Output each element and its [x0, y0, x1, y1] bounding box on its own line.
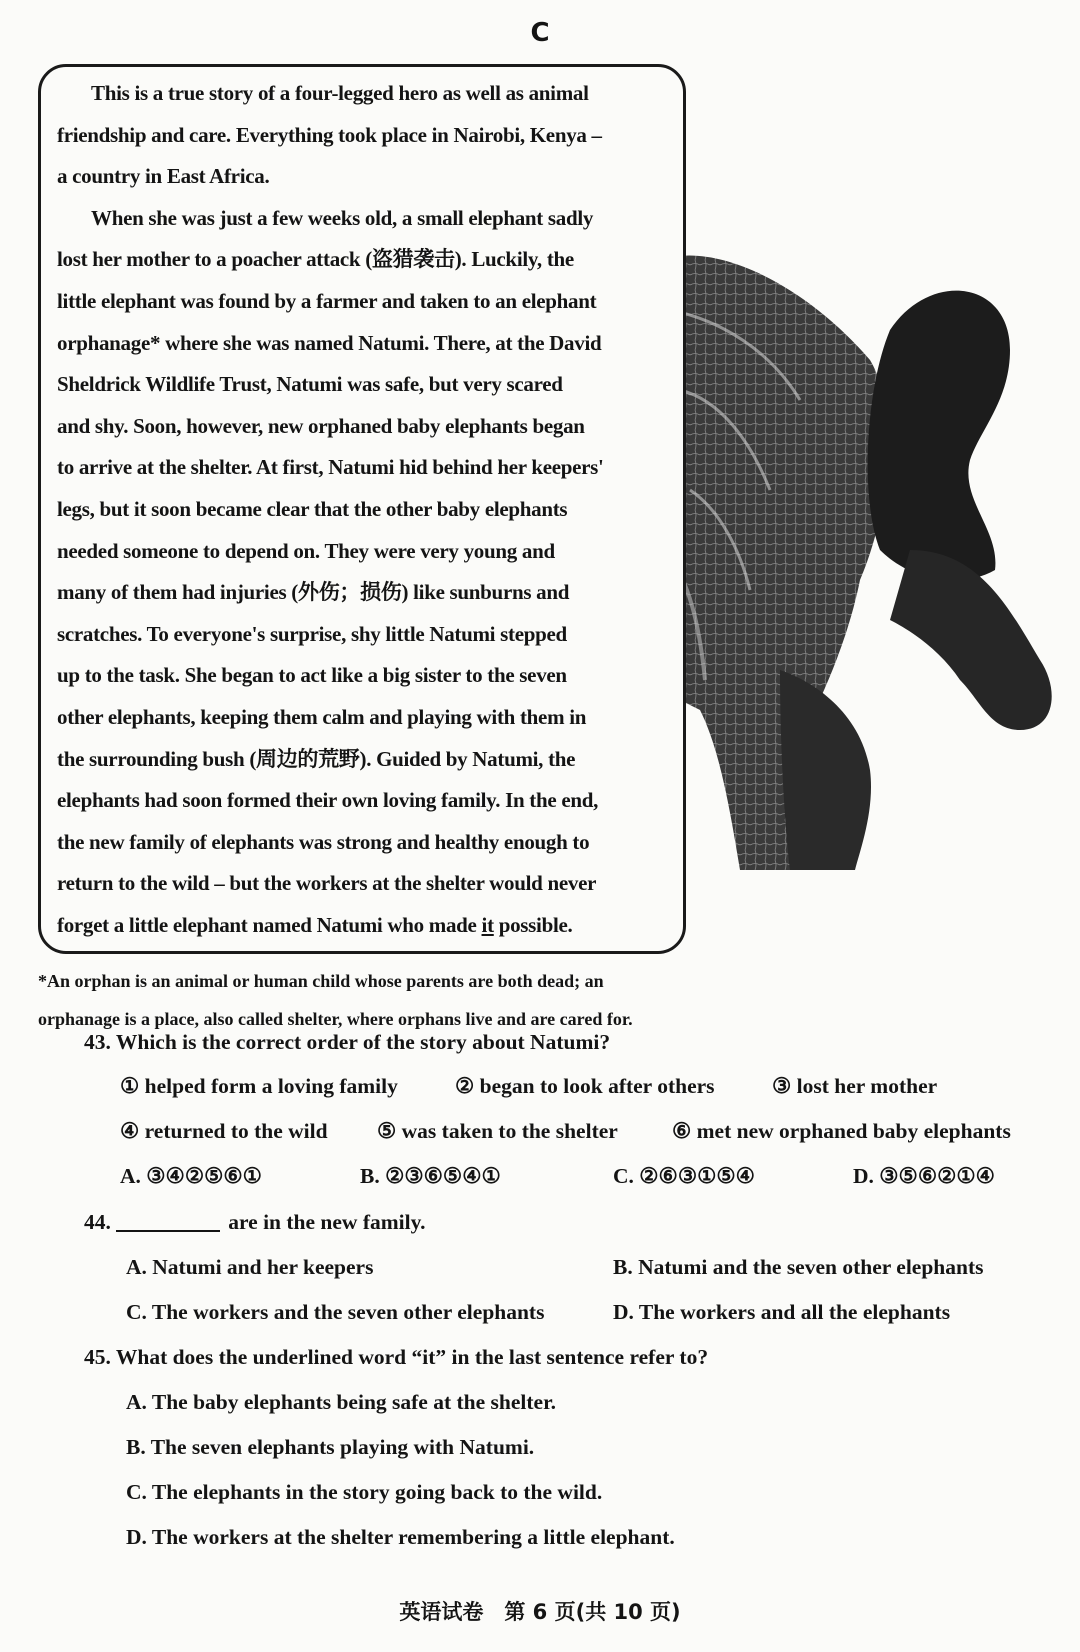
q43-event: ③ lost her mother [772, 1074, 938, 1098]
q43-option-a[interactable]: A. ③④②⑤⑥① [120, 1164, 262, 1188]
footnote-line: *An orphan is an animal or human child whose parents are both dead; an [38, 971, 604, 991]
passage-line: little elephant was found by a farmer and taken to an elephant [57, 288, 597, 313]
passage-line: many of them had injuries (外伤；损伤) like sunburns and [57, 580, 570, 605]
passage-text: forget a little elephant named Natumi who made [57, 912, 482, 937]
passage-line: scratches. To everyone's surprise, shy little Natumi stepped [57, 621, 567, 646]
q45-option-a[interactable]: A. The baby elephants being safe at the shelter. [126, 1390, 557, 1414]
passage-line: the surrounding bush (周边的荒野). Guided by Natumi, the [57, 746, 576, 771]
q44-option-b[interactable]: B. Natumi and the seven other elephants [613, 1255, 984, 1279]
q43-option-c[interactable]: C. ②⑥③①⑤④ [613, 1164, 755, 1188]
reading-passage-box [38, 64, 686, 954]
answer-blank[interactable] [116, 1230, 220, 1232]
elephant-illustration [660, 250, 1070, 915]
q45-option-d[interactable]: D. The workers at the shelter remembering a little elephant. [126, 1525, 675, 1549]
passage-last-line [57, 905, 669, 947]
q43-event: ⑥ met new orphaned baby elephants [672, 1119, 1011, 1143]
q44-option-a[interactable]: A. Natumi and her keepers [126, 1255, 374, 1279]
q43-event: ② began to look after others [455, 1074, 715, 1098]
question-text: are in the new family. [228, 1210, 426, 1234]
passage-line: a country in East Africa. [57, 164, 270, 189]
page-footer: 英语试卷 第 6 页(共 10 页) [399, 1600, 681, 1624]
passage-line: to arrive at the shelter. At first, Natumi hid behind her keepers' [57, 455, 604, 480]
footnote [38, 962, 718, 1038]
footnote-line: orphanage is a place, also called shelter, where orphans live and are cared for. [38, 1009, 633, 1029]
underlined-word-it: it [481, 912, 494, 937]
passage-line: friendship and care. Everything took place in Nairobi, Kenya – [57, 122, 602, 147]
question-number: 44. [84, 1210, 111, 1234]
q45-option-b[interactable]: B. The seven elephants playing with Natumi. [126, 1435, 535, 1459]
passage-line: When she was just a few weeks old, a small elephant sadly [91, 205, 594, 230]
q43-event: ⑤ was taken to the shelter [377, 1119, 618, 1143]
q45-option-c[interactable]: C. The elephants in the story going back to the wild. [126, 1480, 603, 1504]
elephant-ear [868, 291, 1010, 581]
q43-option-b[interactable]: B. ②③⑥⑤④① [360, 1164, 501, 1188]
passage-line: and shy. Soon, however, new orphaned baby elephants began [57, 413, 585, 438]
q44-option-d[interactable]: D. The workers and all the elephants [613, 1300, 951, 1324]
passage-line: return to the wild – but the workers at the shelter would never [57, 871, 597, 896]
question-44-stem [84, 1210, 426, 1235]
passage-line: elephants had soon formed their own loving family. In the end, [57, 788, 599, 813]
passage-line: Sheldrick Wildlife Trust, Natumi was safe, but very scared [57, 372, 563, 397]
question-45-stem: 45. What does the underlined word “it” in the last sentence refer to? [84, 1345, 709, 1369]
question-43-stem: 43. Which is the correct order of the story about Natumi? [84, 1030, 611, 1054]
passage-line: legs, but it soon became clear that the other baby elephants [57, 496, 568, 521]
passage-line: up to the task. She began to act like a big sister to the seven [57, 663, 567, 688]
q43-event: ① helped form a loving family [120, 1074, 398, 1098]
passage-text: possible. [493, 912, 573, 937]
passage-line: needed someone to depend on. They were very young and [57, 538, 555, 563]
elephant-trunk [890, 550, 1052, 730]
elephant-leg [780, 670, 871, 870]
passage-line: This is a true story of a four-legged hero as well as animal [91, 81, 589, 105]
q44-option-c[interactable]: C. The workers and the seven other elephants [126, 1300, 545, 1324]
q43-option-d[interactable]: D. ③⑤⑥②①④ [853, 1164, 995, 1188]
passage-line: other elephants, keeping them calm and playing with them in [57, 704, 587, 729]
section-letter: C [530, 18, 550, 48]
passage-line: orphanage* where she was named Natumi. There, at the David [57, 330, 602, 355]
passage-line: the new family of elephants was strong and healthy enough to [57, 829, 590, 854]
passage-line: lost her mother to a poacher attack (盗猎袭击). Luckily, the [57, 247, 574, 272]
q43-event: ④ returned to the wild [120, 1119, 328, 1143]
